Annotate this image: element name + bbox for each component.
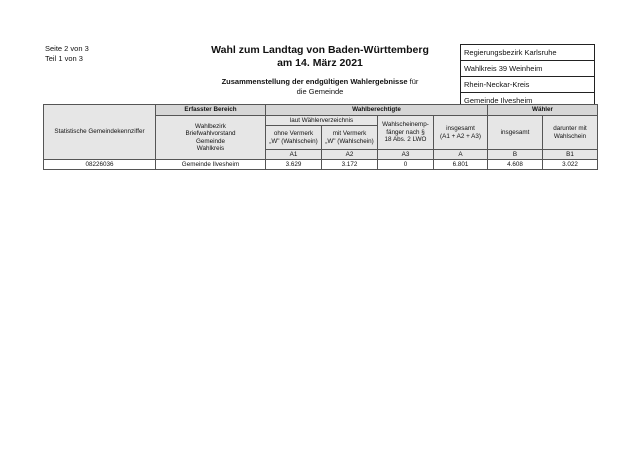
bereich-wahlkreis: Wahlkreis	[196, 145, 225, 152]
darunter-line-1: darunter mit	[553, 125, 587, 132]
header-insgesamt-a	[434, 116, 488, 150]
region-gemeinde: Gemeinde Ilvesheim	[461, 93, 594, 109]
header-insgesamt-b: insgesamt	[488, 116, 543, 150]
part-number: Teil 1 von 3	[45, 53, 83, 63]
table-row	[44, 160, 598, 170]
results-table	[43, 104, 598, 170]
header-erfasster-bereich: Erfasster Bereich	[156, 105, 266, 116]
subtitle-line-2: die Gemeinde	[296, 86, 344, 96]
region-box	[460, 44, 595, 109]
code-b: B	[488, 150, 543, 160]
cell-a3: 0	[378, 160, 434, 170]
cell-b1: 3.022	[543, 160, 598, 170]
code-a: A	[434, 150, 488, 160]
insgesamt-a-line-2: (A1 + A2 + A3)	[440, 132, 481, 140]
header-bereich-desc	[156, 116, 266, 160]
ohne-vermerk-line-2: „W" (Wahlschein)	[269, 137, 318, 145]
cell-bereich: Gemeinde Ilvesheim	[156, 160, 266, 170]
wse-line-3: 18 Abs. 2 LWO	[384, 136, 427, 144]
header-wahlberechtigte: Wahlberechtigte	[266, 105, 488, 116]
header-laut-verzeichnis: laut Wählerverzeichnis	[266, 116, 378, 126]
insgesamt-a-line-1: insgesamt	[446, 125, 475, 132]
darunter-line-2: Wahlschein	[553, 132, 587, 140]
bereich-briefwahlvorstand: Briefwahlvorstand	[185, 130, 236, 137]
ohne-vermerk-line-1: ohne Vermerk	[273, 130, 314, 137]
mit-vermerk-line-2: „W" (Wahlschein)	[325, 137, 374, 145]
header-ohne-vermerk	[266, 126, 322, 150]
wse-line-2: fänger nach §	[386, 128, 425, 136]
bereich-gemeinde: Gemeinde	[195, 137, 226, 145]
header-wahlscheinempfaenger	[378, 116, 434, 150]
page-info	[45, 44, 89, 63]
title-line-1: Wahl zum Landtag von Baden-Württemberg	[211, 44, 429, 56]
cell-a: 6.801	[434, 160, 488, 170]
page-number: Seite 2 von 3	[45, 44, 89, 53]
header-mit-vermerk	[322, 126, 378, 150]
title-line-2: am 14. März 2021	[277, 57, 363, 69]
subtitle	[200, 77, 440, 96]
region-wahlkreis: Wahlkreis 39 Weinheim	[461, 61, 594, 77]
region-kreis: Rhein-Neckar-Kreis	[461, 77, 594, 93]
code-a1: A1	[266, 150, 322, 160]
cell-a2: 3.172	[322, 160, 378, 170]
cell-b: 4.608	[488, 160, 543, 170]
cell-a1: 3.629	[266, 160, 322, 170]
subtitle-rest: für	[407, 77, 419, 86]
header-darunter	[543, 116, 598, 150]
region-regierungsbezirk: Regierungsbezirk Karlsruhe	[461, 45, 594, 61]
code-b1: B1	[543, 150, 598, 160]
mit-vermerk-line-1: mit Vermerk	[332, 130, 367, 137]
bereich-wahlbezirk: Wahlbezirk	[195, 122, 226, 130]
header-waehler: Wähler	[488, 105, 598, 116]
cell-kennziffer: 08226036	[44, 160, 156, 170]
code-a3: A3	[378, 150, 434, 160]
wse-line-1: Wahlscheinemp-	[382, 121, 429, 129]
header-kennziffer: Statistische Gemeindekennziffer	[44, 105, 156, 160]
document-header	[200, 44, 440, 96]
code-a2: A2	[322, 150, 378, 160]
subtitle-bold: Zusammenstellung der endgültigen Wahlergebnisse	[221, 77, 408, 86]
